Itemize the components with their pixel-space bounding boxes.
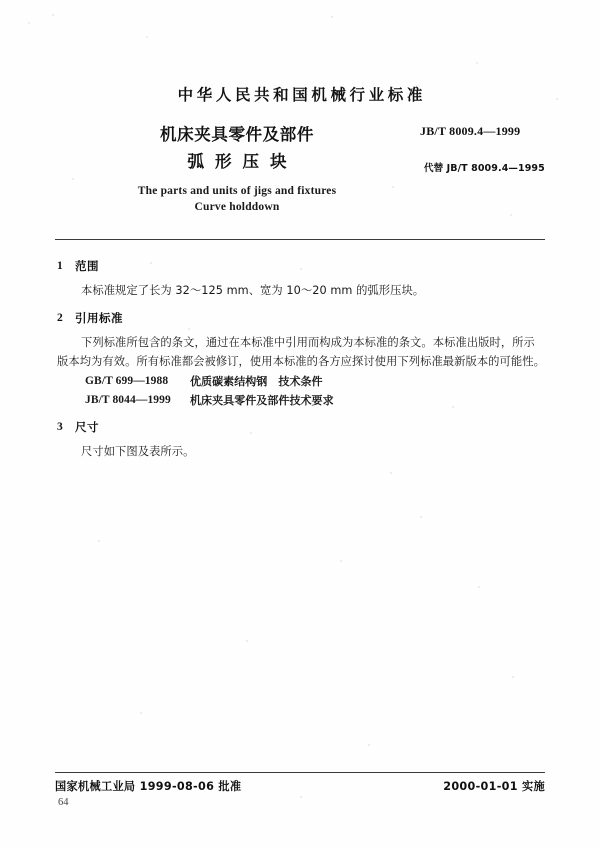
standard-number-block bbox=[420, 124, 580, 174]
document-header-title: 中华人民共和国机械行业标准 bbox=[177, 86, 426, 104]
document-footer bbox=[55, 778, 545, 794]
section-heading-1 bbox=[57, 258, 600, 275]
reference-code: JB/T 8044—1999 bbox=[85, 393, 171, 406]
scan-speckle bbox=[331, 16, 333, 18]
scan-speckle bbox=[28, 22, 30, 24]
standard-number: JB/T 8009.4—1999 bbox=[420, 124, 521, 138]
scan-speckle bbox=[420, 516, 422, 518]
scan-speckle bbox=[140, 712, 142, 714]
section-heading-2 bbox=[57, 310, 600, 327]
scan-speckle bbox=[340, 560, 342, 562]
section-number: 3 bbox=[57, 420, 63, 433]
scan-speckle bbox=[510, 214, 512, 216]
scan-speckle bbox=[512, 676, 514, 678]
section-number: 2 bbox=[57, 311, 63, 324]
scan-speckle bbox=[246, 640, 248, 642]
section-3-paragraph: 尺寸如下图及表所示。 bbox=[81, 444, 195, 458]
title-chinese-secondary: 弧形压块 bbox=[187, 152, 298, 171]
reference-name: 优质碳素结构钢 技术条件 bbox=[190, 374, 323, 388]
scan-speckle bbox=[300, 796, 302, 798]
section-1-paragraph: 本标准规定了长为 32～125 mm、宽为 10～20 mm 的弧形压块。 bbox=[81, 284, 425, 297]
footer-approval-text: 国家机械工业局 1999-08-06 批准 bbox=[55, 780, 242, 793]
section-number: 1 bbox=[57, 260, 63, 272]
section-title: 范围 bbox=[75, 259, 99, 273]
scan-speckle bbox=[478, 586, 480, 588]
standard-replaces-note: 代替 JB/T 8009.4—1995 bbox=[424, 163, 545, 174]
scan-speckle bbox=[146, 36, 148, 38]
section-2-paragraph: 下列标准所包含的条文，通过在本标准中引用而构成为本标准的条文。本标准出版时，所示版本均为有效。所有标准都会被修订，使用本标准的各方应探讨使用下列标准最新版本的可能性。 bbox=[57, 335, 545, 368]
reference-name: 机床夹具零件及部件技术要求 bbox=[190, 393, 334, 407]
title-block bbox=[72, 124, 402, 213]
scan-speckle bbox=[52, 14, 54, 16]
title-english-primary: The parts and units of jigs and fixtures bbox=[137, 185, 337, 197]
reference-code: GB/T 699—1988 bbox=[85, 374, 169, 387]
scan-speckle bbox=[98, 540, 100, 542]
footer-implementation-text: 2000-01-01 实施 bbox=[443, 780, 545, 793]
section-heading-3 bbox=[57, 419, 600, 436]
section-title: 尺寸 bbox=[75, 419, 99, 434]
document-body bbox=[0, 258, 600, 461]
footer-divider bbox=[55, 772, 545, 773]
section-title: 引用标准 bbox=[75, 310, 123, 325]
reference-item bbox=[85, 372, 600, 391]
scan-speckle bbox=[476, 62, 478, 64]
title-chinese-primary: 机床夹具零件及部件 bbox=[160, 125, 314, 144]
reference-item bbox=[85, 391, 600, 410]
header-divider bbox=[55, 239, 545, 240]
scan-speckle bbox=[390, 472, 392, 474]
page-number: 64 bbox=[58, 797, 69, 808]
scan-speckle bbox=[368, 744, 370, 746]
title-english-secondary: Curve holddown bbox=[194, 201, 280, 213]
